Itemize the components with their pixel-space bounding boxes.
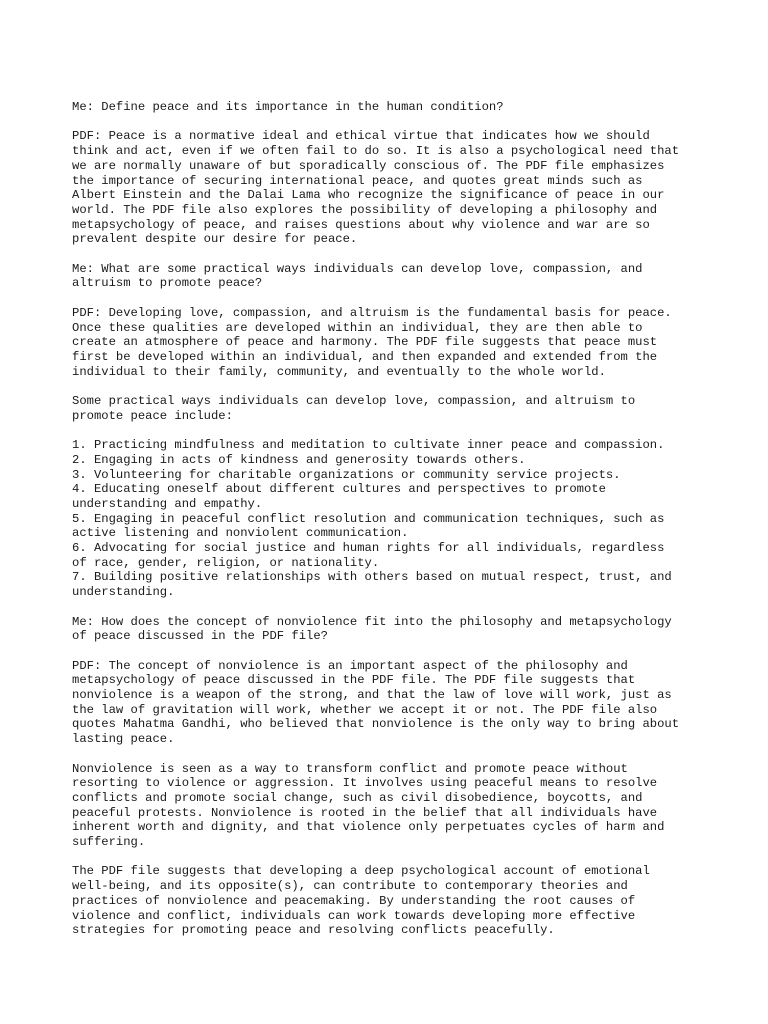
list-item: 2. Engaging in acts of kindness and generosity towards others. <box>72 452 526 467</box>
question-peace-definition: Me: Define peace and its importance in the human condition? <box>72 100 504 114</box>
list-item: 5. Engaging in peaceful conflict resolution and communication techniques, such as active listening and nonviolent communication. <box>72 511 665 541</box>
question-nonviolence: Me: How does the concept of nonviolence fit into the philosophy and metapsychology of peace discussed in the PDF file? <box>72 614 672 644</box>
nonviolence-conclusion: The PDF file suggests that developing a deep psychological account of emotional well-being, and its opposite(s), can contribute to contemporary theories and practices of nonviolence and peacemaking. By understanding the root causes of violence and conflict, individuals can work towards developing more effective strategies for promoting peace and resolving conflicts peacefully. <box>72 864 650 938</box>
list-intro: Some practical ways individuals can develop love, compassion, and altruism to promote peace include: <box>72 394 636 423</box>
answer-practical-ways: PDF: Developing love, compassion, and altruism is the fundamental basis for peace. Once these qualities are developed within an individual, they are then able to create an atmosphere of peace and harmony. The PDF file suggests that peace must first be developed within an individual, and then expanded and extended from the individual to their family, community, and eventually to the whole world. <box>72 305 672 379</box>
question-practical-ways: Me: What are some practical ways individuals can develop love, compassion, and altruism to promote peace? <box>72 261 643 291</box>
list-item: 6. Advocating for social justice and human rights for all individuals, regardless of race, gender, religion, or nationality. <box>72 541 665 570</box>
document-body <box>72 100 712 953</box>
answer-peace-definition: PDF: Peace is a normative ideal and ethical virtue that indicates how we should think and act, even if we often fail to do so. It is also a psychological need that we are normally unaware of but sporadically conscious of. The PDF file emphasizes the importance of securing international peace, and quotes great minds such as Albert Einstein and the Dalai Lama who recognize the significance of peace in our world. The PDF file also explores the possibility of developing a philosophy and metapsychology of peace, and raises questions about why violence and war are so prevalent despite our desire for peace. <box>72 129 680 247</box>
list-item: 1. Practicing mindfulness and meditation to cultivate inner peace and compassion. <box>72 438 665 453</box>
list-item: 7. Building positive relationships with others based on mutual respect, trust, and understanding. <box>72 570 672 600</box>
list-item: 3. Volunteering for charitable organizations or community service projects. <box>72 467 621 482</box>
answer-nonviolence: PDF: The concept of nonviolence is an important aspect of the philosophy and metapsychology of peace discussed in the PDF file. The PDF file suggests that nonviolence is a weapon of the strong, and that the law of love will work, just as the law of gravitation will work, whether we accept it or not. The PDF file also quotes Mahatma Gandhi, who believed that nonviolence is the only way to bring about lasting peace. <box>72 658 680 747</box>
practical-ways-list <box>72 438 712 600</box>
list-item: 4. Educating oneself about different cultures and perspectives to promote understanding and empathy. <box>72 482 606 511</box>
nonviolence-explanation: Nonviolence is seen as a way to transform conflict and promote peace without resorting to violence or aggression. It involves using peaceful means to resolve conflicts and promote social change, such as civil disobedience, boycotts, and peaceful protests. Nonviolence is rooted in the belief that all individuals have inherent worth and dignity, and that violence only perpetuates cycles of harm and suffering. <box>72 761 665 850</box>
